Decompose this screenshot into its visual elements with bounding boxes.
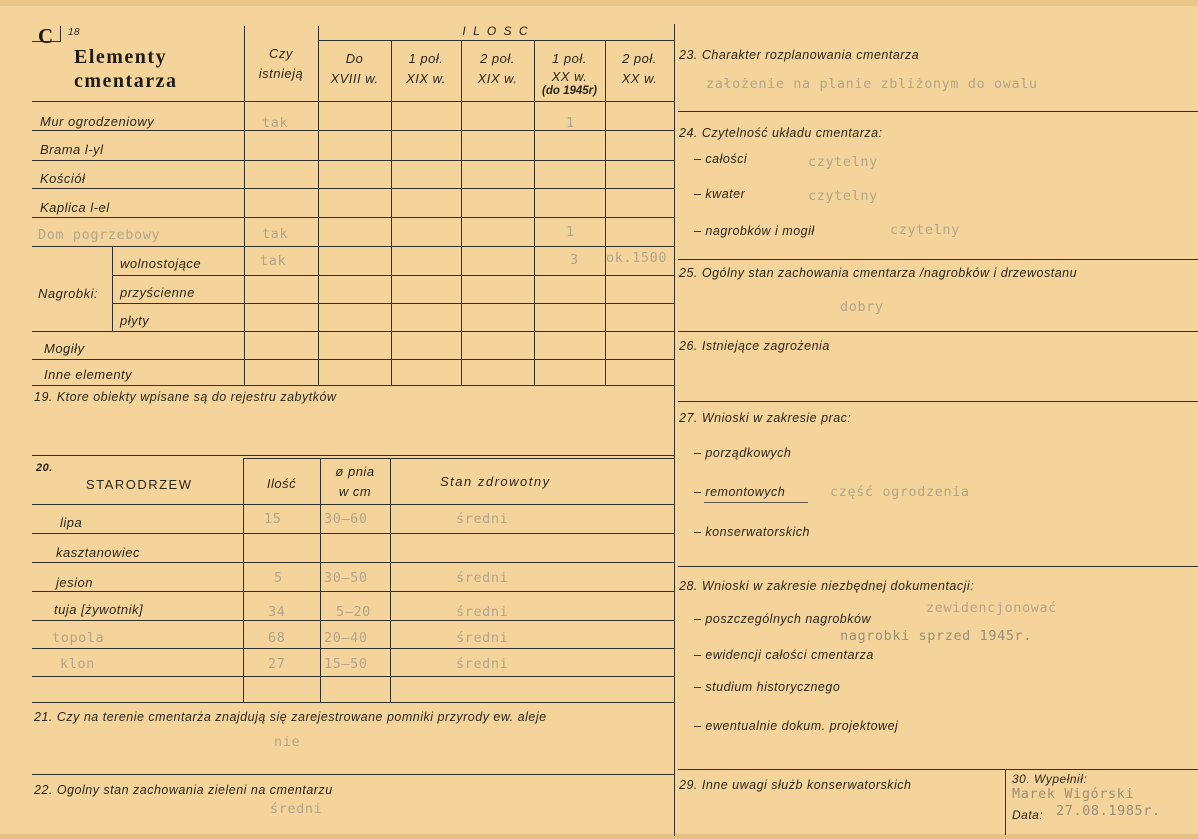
tree-qty: 34: [268, 604, 286, 620]
ilosc-rule: [318, 40, 674, 41]
tree-diam: 5–20: [336, 604, 371, 620]
q24-text: 24. Czytelność układu cmentarza:: [679, 126, 883, 140]
card-number: 18: [68, 27, 81, 38]
col-exists-header: istnieją: [258, 66, 304, 81]
q21-text: 21. Czy na terenie cmentarża znajdują się zarejestrowane pomniki przyrody ew. aleje: [34, 710, 547, 724]
q28-ewid: – ewidencji całości cmentarza: [694, 648, 874, 662]
q25-text: 25. Ogólny stan zachowania cmentarza /nagrobków i drzewostanu: [679, 266, 1078, 280]
tree-health: średni: [456, 570, 509, 586]
table-rule: [32, 385, 674, 386]
row-label: Mogiły: [44, 341, 85, 356]
q22-text: 22. Ogolny stan zachowania zieleni na cmentarzu: [34, 783, 333, 797]
q25-answer: dobry: [840, 299, 884, 315]
q28-pojed-answer2: nagrobki sprzed 1945r.: [840, 628, 1033, 644]
col-exists-header: Czy: [269, 46, 293, 61]
col-1p-xx-header: 1 poł.: [552, 51, 587, 66]
ilosc-header: I L O S C: [462, 24, 530, 38]
q20-title: STARODRZEW: [86, 477, 193, 492]
q22-answer: średni: [270, 801, 323, 817]
section-rule: [678, 401, 1198, 402]
table-col-rule: [390, 458, 391, 703]
table-rule: [112, 275, 674, 276]
table-rule: [32, 591, 674, 592]
q20-col-diam: ø pnia: [335, 464, 375, 479]
table-rule: [243, 458, 674, 459]
col-1p-xx-header: (do 1945r): [542, 85, 597, 97]
table-rule: [32, 188, 674, 189]
q26-text: 26. Istniejące zagrożenia: [679, 339, 830, 353]
row-label: przyścienne: [120, 285, 195, 300]
col-2p-xix-header: XIX w.: [477, 71, 518, 86]
card-edge-top: [0, 0, 1198, 6]
table-rule: [32, 130, 674, 131]
col-xviii-header: XVIII w.: [330, 71, 379, 86]
section-rule: [678, 769, 1198, 770]
tree-qty: 27: [268, 656, 286, 672]
q27-rem-answer: część ogrodzenia: [830, 484, 970, 500]
q23-text: 23. Charakter rozplanowania cmentarza: [679, 48, 920, 62]
table-rule: [32, 246, 674, 247]
tree-name: lipa: [60, 515, 83, 530]
table-rule: [32, 702, 674, 703]
q28-pojed: – poszczególnych nagrobków: [694, 612, 871, 626]
tree-qty: 5: [274, 570, 283, 586]
row-count-value: 1: [566, 224, 575, 240]
q28-proj: – ewentualnie dokum. projektowej: [694, 719, 899, 733]
table-rule: [32, 562, 674, 563]
row-label: Dom pogrzebowy: [38, 227, 161, 243]
table-rule: [32, 533, 674, 534]
col-2p-xx-header: XX w.: [621, 71, 658, 86]
table-col-rule: [391, 40, 392, 386]
card-edge-bottom: [0, 834, 1198, 839]
section-rule: [32, 455, 674, 456]
row-exists-value: tak: [262, 226, 289, 242]
q27-porz: – porządkowych: [694, 446, 792, 460]
col-2p-xx-header: 2 poł.: [622, 51, 657, 66]
section-rule: [678, 259, 1198, 260]
q20-col-qty: Ilość: [266, 476, 297, 491]
q30-date-label: Data:: [1012, 808, 1044, 822]
tree-name: tuja [żywotnik]: [54, 602, 144, 617]
table-col-rule: [112, 246, 113, 332]
table-rule: [32, 676, 674, 677]
q27-rem-underline: [704, 502, 808, 503]
row-label: Kościół: [40, 171, 86, 186]
row-count-clip: [606, 246, 673, 274]
section-title-line1: Elementy: [74, 46, 168, 68]
row-label: Mur ogrodzeniowy: [40, 114, 155, 129]
section-rule: [678, 566, 1198, 567]
tree-diam: 30–50: [324, 570, 368, 586]
q24-kwater-label: – kwater: [694, 187, 746, 201]
q24-nagrobkow-answer: czytelny: [890, 222, 960, 238]
row-count-value: 3: [570, 252, 579, 268]
table-rule: [32, 359, 674, 360]
row-label: Brama l-yl: [40, 142, 104, 157]
card-letter-rule: [60, 26, 61, 42]
section-rule: [32, 774, 674, 775]
table-rule: [32, 160, 674, 161]
q28-text: 28. Wnioski w zakresie niezbędnej dokumentacji:: [679, 579, 975, 593]
table-rule: [112, 303, 674, 304]
q28-stud: – studium historycznego: [694, 680, 841, 694]
q23-answer: założenie na planie zbliżonym do owalu: [706, 76, 1038, 92]
tree-name: jesion: [56, 575, 93, 590]
tree-health: średni: [456, 604, 509, 620]
row-exists-value: tak: [262, 115, 289, 131]
nagrobki-label: Nagrobki:: [38, 286, 99, 301]
table-rule: [32, 648, 674, 649]
table-rule: [32, 331, 674, 332]
tree-diam: 20–40: [324, 630, 368, 646]
table-rule: [32, 504, 674, 505]
section-title-line2: cmentarza: [74, 70, 178, 92]
row-label: płyty: [120, 313, 150, 328]
table-rule: [32, 620, 674, 621]
q27-kons: – konserwatorskich: [694, 525, 810, 539]
q30-date: 27.08.1985r.: [1056, 803, 1161, 819]
q24-nagrobkow-label: – nagrobków i mogił: [694, 224, 815, 238]
q20-number: 20.: [36, 462, 53, 474]
table-col-rule: [243, 458, 244, 703]
q24-calosci-label: – całości: [694, 152, 748, 166]
q27-text: 27. Wnioski w zakresie prac:: [679, 411, 852, 425]
tree-health: średni: [456, 630, 509, 646]
table-rule: [32, 217, 674, 218]
col-1p-xix-header: 1 poł.: [408, 51, 444, 66]
col-1p-xix-header: XIX w.: [406, 71, 446, 86]
tree-diam: 15–50: [324, 656, 368, 672]
q30-name: Marek Wigórski: [1012, 786, 1135, 802]
row-label: Inne elementy: [44, 367, 133, 382]
col-2p-xix-header: 2 poł.: [480, 51, 515, 66]
tree-health: średni: [456, 511, 509, 527]
tree-diam: 30–60: [324, 511, 368, 527]
q19-text: 19. Ktore obiekty wpisane są do rejestru zabytków: [34, 390, 337, 404]
q24-kwater-answer: czytelny: [808, 188, 878, 204]
q27-rem: – remontowych: [694, 485, 786, 499]
row-count-value: ok.1500: [606, 250, 668, 266]
q24-calosci-answer: czytelny: [808, 154, 878, 170]
col-xviii-header: Do: [345, 51, 364, 66]
tree-name: kasztanowiec: [56, 545, 141, 560]
q30-label: 30. Wypełnił:: [1012, 772, 1088, 786]
q20-col-diam: w cm: [338, 484, 372, 499]
section-rule: [678, 331, 1198, 332]
col-1p-xx-header: XX w.: [551, 69, 588, 84]
tree-qty: 68: [268, 630, 286, 646]
tree-name: klon: [60, 656, 95, 672]
section-rule: [678, 111, 1198, 112]
q28-pojed-answer1: zewidencjonować: [926, 600, 1057, 616]
row-label: wolnostojące: [120, 256, 202, 271]
page-divider: [674, 24, 675, 836]
row-exists-value: tak: [260, 253, 287, 269]
table-col-rule: [461, 40, 462, 386]
table-rule: [32, 101, 674, 102]
tree-name: topola: [52, 630, 105, 646]
card-letter: C: [38, 24, 55, 48]
q21-answer: nie: [274, 734, 301, 750]
row-label: Kaplica l-el: [40, 200, 110, 215]
q29-text: 29. Inne uwagi służb konserwatorskich: [679, 778, 912, 792]
tree-qty: 15: [264, 511, 282, 527]
q20-col-health: Stan zdrowotny: [440, 474, 551, 489]
q30-divider: [1005, 769, 1006, 835]
table-col-rule: [605, 40, 606, 386]
row-count-value: 1: [566, 115, 575, 131]
tree-health: średni: [456, 656, 509, 672]
